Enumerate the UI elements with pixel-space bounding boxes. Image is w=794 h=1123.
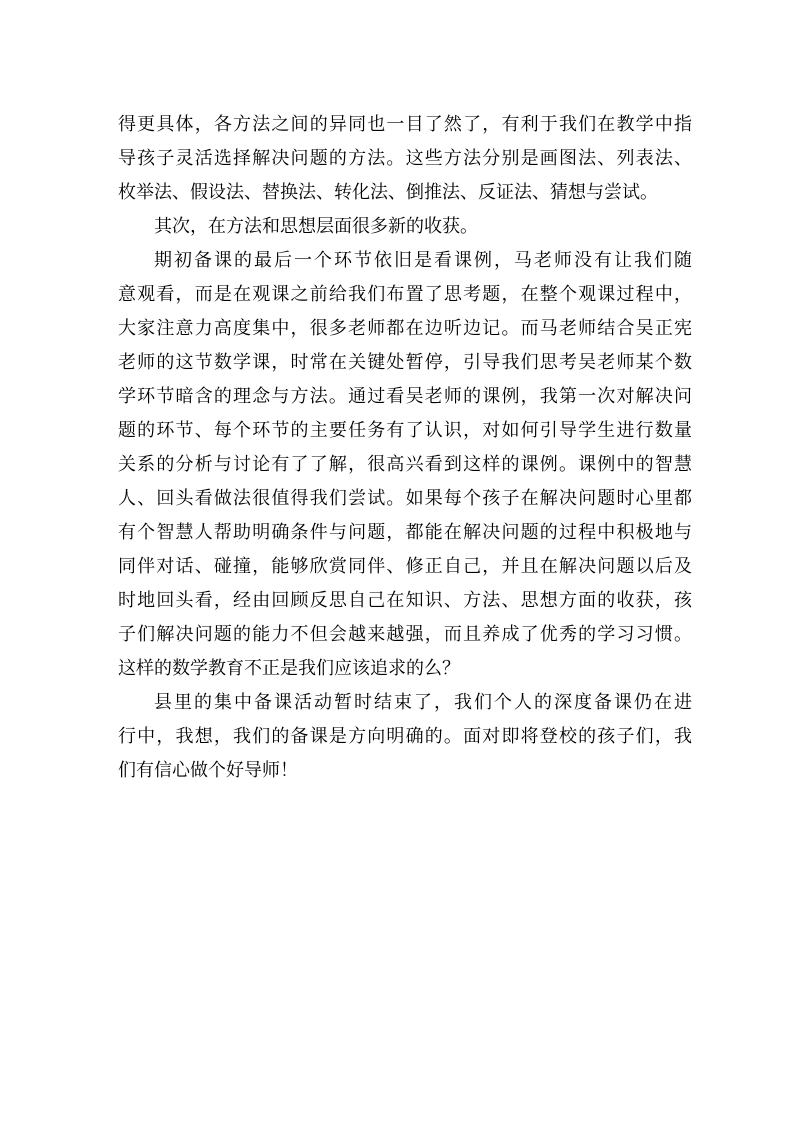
document-body <box>118 108 692 788</box>
text-line: 同伴对话、碰撞，能够欣赏同伴、修正自己，并且在解决问题以后及 <box>118 556 692 577</box>
text-line: 枚举法、假设法、替换法、转化法、倒推法、反证法、猜想与尝试。 <box>118 182 658 203</box>
text-line: 得更具体，各方法之间的异同也一目了然了，有利于我们在教学中指 <box>118 114 692 135</box>
text-line: 有个智慧人帮助明确条件与问题，都能在解决问题的过程中积极地与 <box>118 522 692 543</box>
text-line: 行中，我想，我们的备课是方向明确的。面对即将登校的孩子们，我 <box>118 726 692 747</box>
text-line: 县里的集中备课活动暂时结束了，我们个人的深度备课仍在进 <box>154 692 692 713</box>
text-line: 老师的这节数学课，时常在关键处暂停，引导我们思考吴老师某个数 <box>118 352 692 373</box>
text-line: 关系的分析与讨论有了了解，很高兴看到这样的课例。课例中的智慧 <box>118 454 692 475</box>
text-line: 时地回头看，经由回顾反思自己在知识、方法、思想方面的收获，孩 <box>118 590 692 611</box>
text-line: 期初备课的最后一个环节依旧是看课例，马老师没有让我们随 <box>154 250 692 271</box>
text-line: 题的环节、每个环节的主要任务有了认识，对如何引导学生进行数量 <box>118 420 692 441</box>
text-line: 人、回头看做法很值得我们尝试。如果每个孩子在解决问题时心里都 <box>118 488 692 509</box>
text-line: 学环节暗含的理念与方法。通过看吴老师的课例，我第一次对解决问 <box>118 386 692 407</box>
text-line: 大家注意力高度集中，很多老师都在边听边记。而马老师结合吴正宪 <box>118 318 692 339</box>
text-line: 意观看，而是在观课之前给我们布置了思考题，在整个观课过程中， <box>118 284 692 305</box>
text-line: 子们解决问题的能力不但会越来越强，而且养成了优秀的学习习惯。 <box>118 624 692 645</box>
text-line: 们有信心做个好导师！ <box>118 760 298 781</box>
text-line: 导孩子灵活选择解决问题的方法。这些方法分别是画图法、列表法、 <box>118 148 692 169</box>
text-line: 其次，在方法和思想层面很多新的收获。 <box>154 216 478 237</box>
text-line: 这样的数学教育不正是我们应该追求的么？ <box>118 658 460 679</box>
